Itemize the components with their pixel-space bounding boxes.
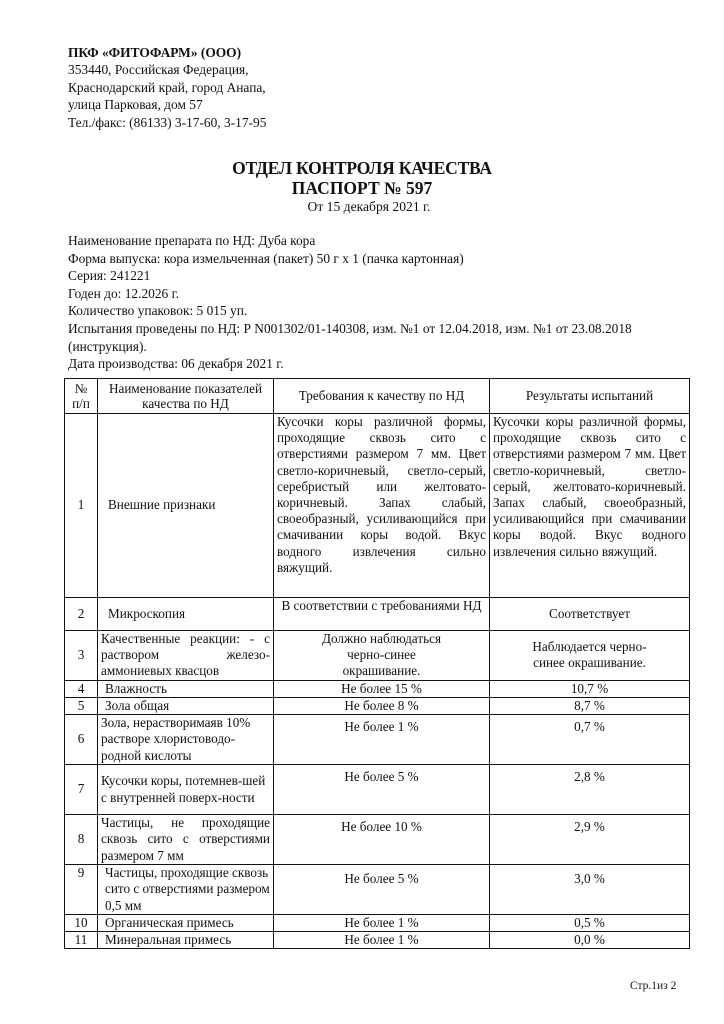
info-series: Серия: 241221: [68, 268, 151, 284]
row-name: Влажность: [98, 680, 274, 697]
phone-line: Тел./факс: (86133) 3-17-60, 3-17-95: [68, 114, 267, 130]
header-requirement: Требования к качеству по НД: [274, 379, 490, 414]
header-num: № п/п: [65, 379, 98, 414]
row-name: Частицы, не проходящие сквозь сито с отверстиями размером 7 мм: [98, 815, 274, 865]
row-requirement: Не более 10 %: [274, 815, 490, 865]
table-row: [65, 865, 690, 915]
header-name: Наименование показателей качества по НД: [98, 379, 274, 414]
table-row: [65, 697, 690, 714]
table-row: [65, 414, 690, 598]
row-requirement: Не более 1 %: [274, 932, 490, 949]
company-name: ПКФ «ФИТОФАРМ» (ООО): [68, 45, 242, 60]
row-requirement: Должно наблюдаться черно-синее окрашивание.: [274, 631, 490, 681]
address-line: улица Парковая, дом 57: [68, 97, 203, 113]
row-num: 11: [65, 932, 98, 949]
row-num: 3: [65, 631, 98, 681]
row-name: Внешние признаки: [98, 414, 274, 598]
info-package-count: Количество упаковок: 5 015 уп.: [68, 303, 248, 319]
document-title-block: [0, 158, 724, 215]
row-name: Кусочки коры, потемнев-шей с внутренней поверх-ности: [98, 765, 274, 815]
table-row: [65, 680, 690, 697]
department-title: ОТДЕЛ КОНТРОЛЯ КАЧЕСТВА: [232, 158, 492, 178]
row-name: Минеральная примесь: [98, 932, 274, 949]
info-production-date: Дата производства: 06 декабря 2021 г.: [68, 356, 284, 372]
row-name: Органическая примесь: [98, 915, 274, 932]
row-num: 1: [65, 414, 98, 598]
info-tests-nd-cont: (инструкция).: [68, 338, 147, 354]
row-result: Кусочки коры различной формы, проходящие сквозь сито с отверстиями размером 7 мм. Цвет светло-коричневый, светло-серый, желтовато-коричневый. Запах слабый, своеобразный, усиливающийся при смачивании коры водой. Вкус водного извлечения сильно вяжущий.: [490, 414, 690, 598]
row-requirement: Кусочки коры различной формы, проходящие сквозь сито с отверстиями размером 7 мм. Цвет светло-коричневый, светло-серый, серебристый или желтовато-коричневый. Запах слабый, своеобразный, усиливающийся при смачивании коры водой. Вкус водного извлечения сильно вяжущий.: [274, 414, 490, 598]
row-num: 7: [65, 765, 98, 815]
row-num: 6: [65, 715, 98, 765]
row-result: 0,5 %: [490, 915, 690, 932]
table-row: [65, 715, 690, 765]
table-row: [65, 915, 690, 932]
info-expiry: Годен до: 12.2026 г.: [68, 285, 179, 301]
passport-date: От 15 декабря 2021 г.: [307, 199, 431, 214]
table-row: [65, 631, 690, 681]
row-requirement: Не более 1 %: [274, 715, 490, 765]
row-result: Соответствует: [490, 598, 690, 631]
address-line: 353440, Российская Федерация,: [68, 62, 249, 78]
table-row: [65, 598, 690, 631]
row-name: Микроскопия: [98, 598, 274, 631]
row-result: 0,0 %: [490, 932, 690, 949]
row-num: 2: [65, 598, 98, 631]
row-result: Наблюдается черно-синее окрашивание.: [490, 631, 690, 681]
row-requirement: Не более 5 %: [274, 765, 490, 815]
row-num: 10: [65, 915, 98, 932]
product-info: [68, 232, 698, 373]
row-result: 2,9 %: [490, 815, 690, 865]
row-requirement: Не более 1 %: [274, 915, 490, 932]
table-header-row: [65, 379, 690, 414]
row-num: 8: [65, 815, 98, 865]
page-number: Стр.1из 2: [630, 980, 677, 992]
company-header: [68, 44, 266, 131]
address-line: Краснодарский край, город Анапа,: [68, 79, 266, 95]
info-tests-nd: Испытания проведены по НД: Р N001302/01-140308, изм. №1 от 12.04.2018, изм. №1 от 23.08.2018: [68, 320, 632, 336]
row-result: 2,8 %: [490, 765, 690, 815]
row-requirement: Не более 15 %: [274, 680, 490, 697]
row-num: 5: [65, 697, 98, 714]
row-num: 9: [65, 865, 98, 915]
row-result: 3,0 %: [490, 865, 690, 915]
row-result: 10,7 %: [490, 680, 690, 697]
header-result: Результаты испытаний: [490, 379, 690, 414]
table-row: [65, 932, 690, 949]
quality-table: [64, 378, 690, 949]
row-requirement: Не более 8 %: [274, 697, 490, 714]
info-product-name: Наименование препарата по НД: Дуба кора: [68, 233, 316, 248]
row-num: 4: [65, 680, 98, 697]
row-name: Зола, нерастворимаяв 10% растворе хлористоводо-родной кислоты: [98, 715, 274, 765]
info-release-form: Форма выпуска: кора измельченная (пакет) 50 г х 1 (пачка картонная): [68, 250, 464, 266]
table-row: [65, 815, 690, 865]
row-result: 0,7 %: [490, 715, 690, 765]
row-requirement: В соответствии с требованиями НД: [274, 598, 490, 631]
table-row: [65, 765, 690, 815]
passport-title: ПАСПОРТ № 597: [291, 178, 433, 198]
row-name: Зола общая: [98, 697, 274, 714]
row-name: Качественные реакции: - с раствором железо-аммониевых квасцов: [98, 631, 274, 681]
row-result: 8,7 %: [490, 697, 690, 714]
row-name: Частицы, проходящие сквозь сито с отверстиями размером 0,5 мм: [98, 865, 274, 915]
row-requirement: Не более 5 %: [274, 865, 490, 915]
